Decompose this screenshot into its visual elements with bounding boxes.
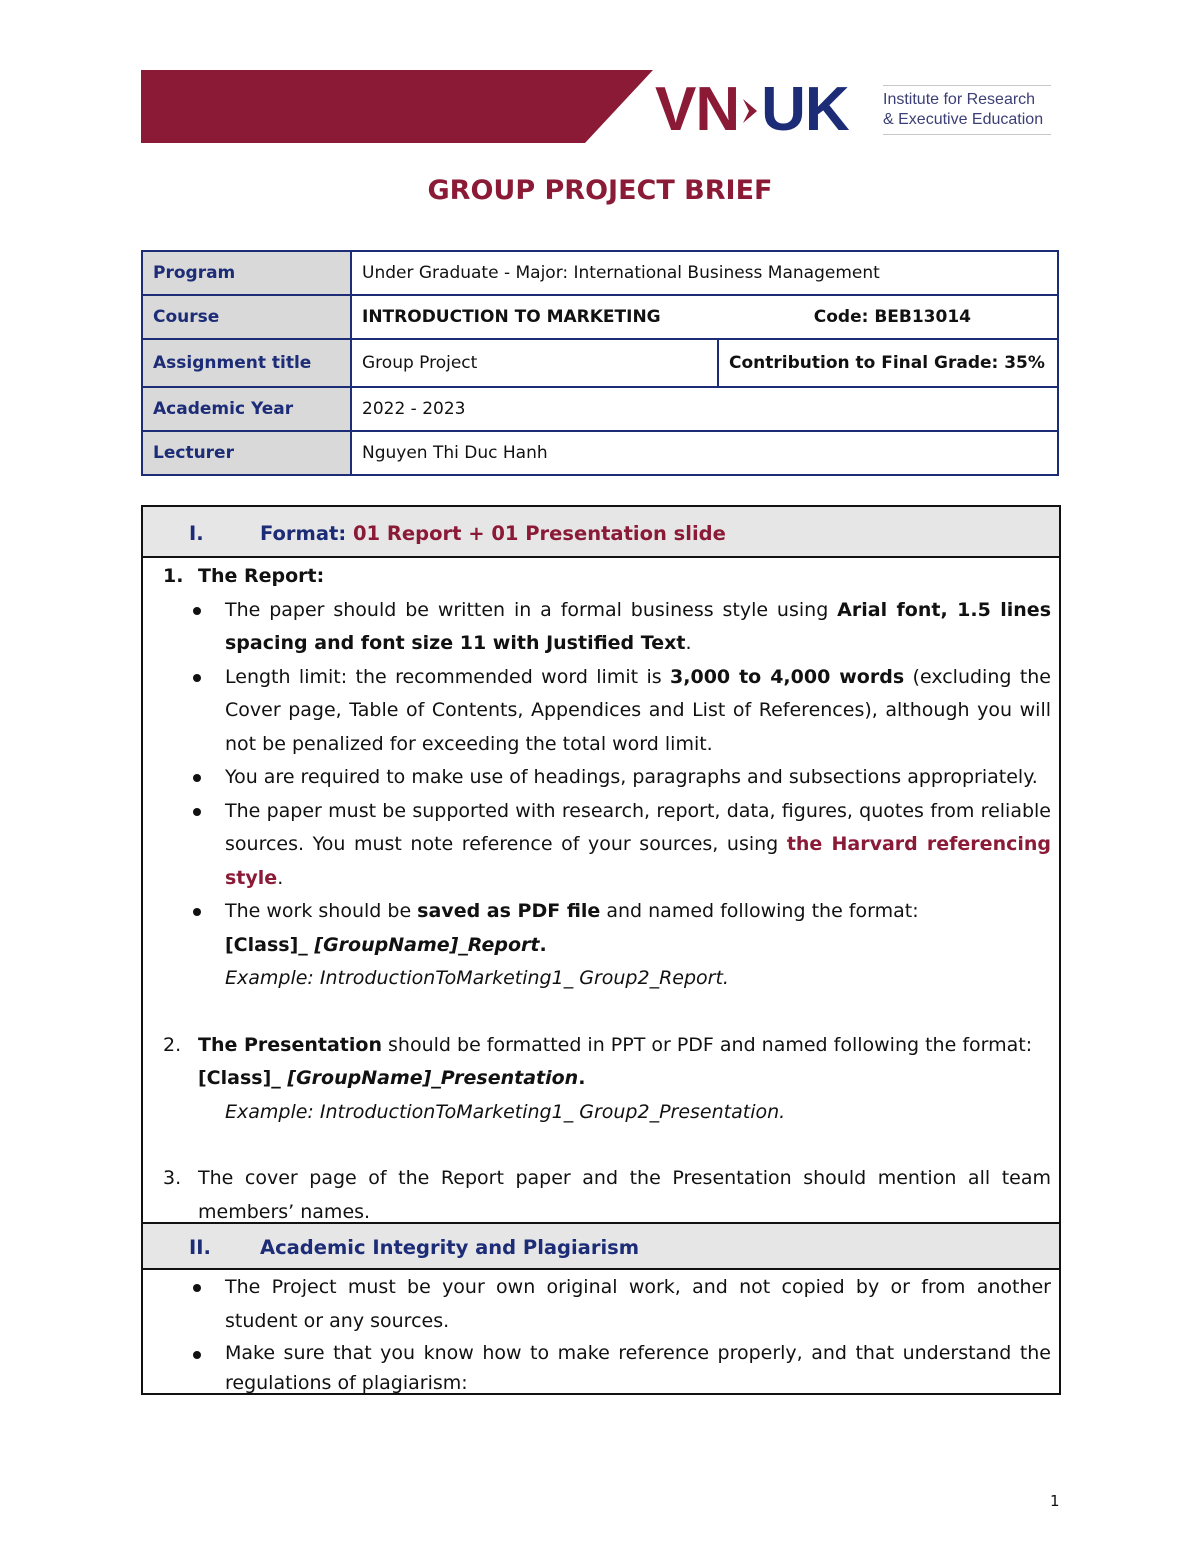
year-row: [142, 387, 1058, 431]
bullet-5-text-c: and named following the format:: [600, 900, 919, 922]
institute-line-2: & Executive Education: [883, 111, 1044, 128]
program-label: Program: [142, 251, 351, 295]
brief-content-box: [141, 505, 1061, 1395]
section-1-highlight: 01 Report + 01 Presentation slide: [352, 522, 726, 545]
course-info-table: [141, 250, 1059, 476]
bullet-2-text-c: (excluding the Cover page, Table of Contents, Appendices and List of References), although you will not be penalized for exceeding the total word limit.: [225, 665, 1052, 755]
lecturer-row: [142, 431, 1058, 475]
item-2-text-b: should be formatted in PPT or PDF and named following the format:: [381, 1033, 1033, 1056]
logo-arrow-icon: [743, 99, 757, 123]
section-2-title: Academic Integrity and Plagiarism: [260, 1236, 640, 1259]
bullet-2-text-b: 3,000 to 4,000 words: [670, 665, 905, 688]
bullet-5-text-b: saved as PDF file: [417, 900, 601, 922]
presentation-name-format: [198, 1062, 1059, 1096]
section-format-header: [143, 507, 1059, 558]
item-2-text: [198, 1029, 1051, 1063]
logo-uk: UK: [761, 75, 849, 144]
cover-page-item: [143, 1162, 1059, 1229]
report-bullet-headings: You are required to make use of headings, paragraphs and subsections appropriately.: [225, 761, 1051, 795]
lecturer-value: Nguyen Thi Duc Hanh: [351, 431, 1058, 475]
page-title: GROUP PROJECT BRIEF: [427, 175, 773, 206]
report-bullet-sources: [225, 795, 1051, 896]
report-format-a: [Class]_: [225, 933, 315, 956]
program-value: Under Graduate - Major: International Business Management: [351, 251, 1058, 295]
program-row: [142, 251, 1058, 295]
course-row: [142, 295, 1058, 339]
report-bullet-style: [225, 594, 1051, 661]
institute-line-1: Institute for Research: [883, 91, 1036, 108]
presentation-item: [143, 1029, 1059, 1063]
presentation-format-a: [Class]_: [198, 1067, 288, 1089]
presentation-example: Example: IntroductionToMarketing1_ Group2_Presentation.: [225, 1100, 786, 1123]
bullet-1-text-c: .: [685, 632, 692, 654]
page-number: 1: [1050, 1492, 1060, 1510]
course-value: INTRODUCTION TO MARKETING: [362, 307, 661, 327]
contribution-value: Contribution to Final Grade: 35%: [718, 339, 1058, 387]
integrity-bullet-reference: Make sure that you know how to make reference properly, and that understand the regulations of plagiarism:: [225, 1338, 1051, 1398]
bullet-1-text-a: The paper should be written in a formal business style using: [225, 598, 838, 621]
item-1-title: The Report:: [198, 565, 325, 587]
section-integrity-body: [143, 1271, 1059, 1398]
assignment-row: [142, 339, 1058, 387]
section-integrity-header: [143, 1222, 1059, 1270]
lecturer-label: Lecturer: [142, 431, 351, 475]
bullet-4-text-c: .: [277, 866, 284, 889]
bullet-1-text-b: Arial font, 1.5 lines spacing and font size 11 with Justified Text: [225, 598, 1052, 654]
header-banner: [141, 70, 653, 143]
section-format-body: [143, 560, 1059, 1229]
report-format-b: [GroupName]_Report: [314, 933, 540, 956]
vnuk-logo: [655, 75, 849, 144]
year-value: 2022 - 2023: [351, 387, 1058, 431]
item-3-number: 3.: [163, 1167, 182, 1189]
logo-vn: VN: [655, 75, 740, 144]
institute-name: [883, 85, 1051, 135]
course-code: Code: BEB13014: [813, 307, 971, 327]
report-item: [143, 560, 1059, 594]
assignment-value: Group Project: [351, 339, 718, 387]
course-cell: [351, 295, 1058, 339]
item-2-text-a: The Presentation: [198, 1033, 382, 1056]
item-3-text: The cover page of the Report paper and the Presentation should mention all team members’ names.: [198, 1167, 1051, 1223]
section-2-number: II.: [189, 1236, 211, 1259]
presentation-format-b: [GroupName]_Presentation: [287, 1067, 579, 1089]
presentation-format-c: .: [578, 1067, 586, 1089]
bullet-4-text-a: The paper must be supported with research, report, data, figures, quotes from reliable sources. You must note reference of your sources, using: [225, 799, 1051, 855]
report-format-c: .: [539, 933, 547, 956]
course-label: Course: [142, 295, 351, 339]
section-1-label: Format:: [260, 522, 347, 545]
year-label: Academic Year: [142, 387, 351, 431]
section-1-title: [260, 517, 726, 551]
integrity-bullet-original: The Project must be your own original work, and not copied by or from another student or any sources.: [225, 1271, 1051, 1338]
bullet-5-text-a: The work should be: [225, 900, 418, 922]
report-name-format: [225, 929, 1059, 963]
assignment-label: Assignment title: [142, 339, 351, 387]
report-example: Example: IntroductionToMarketing1_ Group2_Report.: [225, 967, 729, 989]
harvard-style-text: the Harvard referencing style: [225, 833, 1051, 889]
item-1-number: 1.: [163, 565, 184, 587]
item-2-number: 2.: [163, 1033, 182, 1056]
report-bullet-length: [225, 661, 1051, 762]
report-bullet-format: [225, 895, 1051, 929]
section-1-number: I.: [189, 522, 204, 545]
bullet-2-text-a: Length limit: the recommended word limit is: [225, 665, 671, 688]
